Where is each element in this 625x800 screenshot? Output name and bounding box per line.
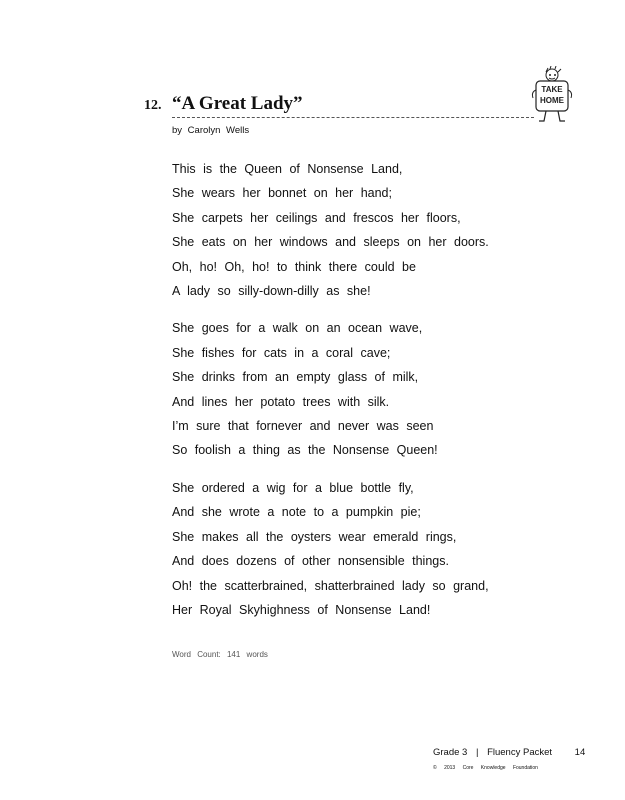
poem-line: She carpets her ceilings and frescos her floors, <box>172 210 461 225</box>
poem-line: Her Royal Skyhighness of Nonsense Land! <box>172 602 431 617</box>
poem-line: She eats on her windows and sleeps on her doors. <box>172 235 489 250</box>
poem-line: She drinks from an empty glass of milk, <box>172 370 419 385</box>
poem-line: Oh! the scatterbrained, shatterbrained lady so grand, <box>172 578 489 593</box>
copyright-notice: © 2013 Core Knowledge Foundation <box>433 765 538 771</box>
poem-line: She wears her bonnet on her hand; <box>172 186 392 201</box>
poem-line: And does dozens of other nonsensible things. <box>172 554 449 569</box>
poem-line: She goes for a walk on an ocean wave, <box>172 321 423 336</box>
take-home-icon <box>530 66 574 130</box>
stanza-1 <box>172 157 489 303</box>
page-footer <box>433 747 591 758</box>
poem-line: She makes all the oysters wear emerald rings, <box>172 529 457 544</box>
poem-body <box>172 157 489 635</box>
stanza-3 <box>172 476 489 622</box>
svg-text:TAKE: TAKE <box>541 85 563 94</box>
poem-author: by Carolyn Wells <box>172 125 250 136</box>
poem-line: Oh, ho! Oh, ho! to think there could be <box>172 259 416 274</box>
poem-line: A lady so silly-down-dilly as she! <box>172 284 371 299</box>
svg-text:HOME: HOME <box>540 96 564 105</box>
poem-line: This is the Queen of Nonsense Land, <box>172 162 403 176</box>
poem-line: So foolish a thing as the Nonsense Queen! <box>172 443 438 458</box>
page-number: 14 <box>574 747 586 758</box>
stanza-2 <box>172 316 489 462</box>
poem-line: And she wrote a note to a pumpkin pie; <box>172 505 421 520</box>
poem-line: And lines her potato trees with silk. <box>172 394 390 409</box>
packet-label: Fluency Packet <box>487 747 553 758</box>
title-underline <box>172 117 534 118</box>
grade-label: Grade 3 <box>433 747 468 758</box>
poem-title: “A Great Lady” <box>172 93 303 114</box>
footer-separator: | <box>475 747 479 758</box>
poem-line: I’m sure that fornever and never was seen <box>172 419 434 434</box>
poem-line: She fishes for cats in a coral cave; <box>172 345 391 360</box>
poem-line: She ordered a wig for a blue bottle fly, <box>172 480 414 495</box>
poem-number: 12. <box>144 98 162 113</box>
word-count: Word Count: 141 words <box>172 650 268 659</box>
